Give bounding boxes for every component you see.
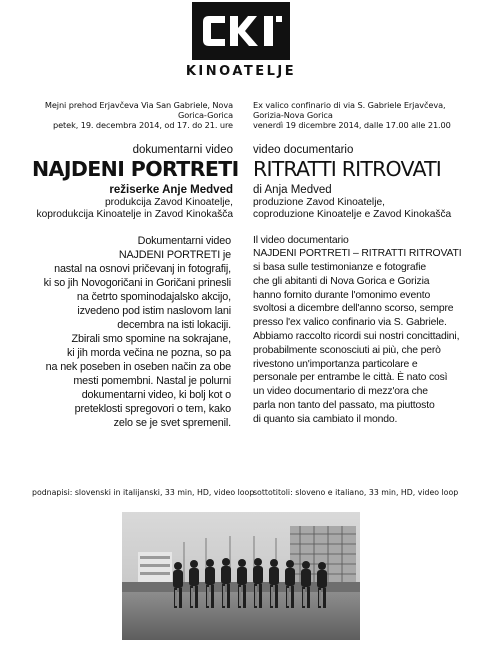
description-line: na četrto spominodajalsko akcijo, <box>76 290 231 303</box>
description-line: rivestono un'importanza particolare e <box>253 358 418 370</box>
description-line: svoltosi a dicembre dell'anno scorso, sempre <box>253 303 454 315</box>
film-kind: dokumentarni video <box>132 144 233 156</box>
description-line: di quanto sia cambiato il mondo. <box>253 413 398 425</box>
slovenian-column <box>32 100 239 430</box>
venue-line: Mejni prehod Erjavčeva Via San Gabriele, Nova Gorica-Gorica <box>44 100 233 120</box>
archive-photo <box>122 512 360 640</box>
description-line: probabilmente sconosciuti ai più, che però <box>253 344 441 356</box>
description-line: Zbirali smo spomine na sokrajane, <box>71 332 231 345</box>
brand-name: KINOATELJE <box>185 64 297 79</box>
coproduction: coproduzione Kinoatelje e Zavod Kinokašča <box>253 209 452 220</box>
film-title: NAJDENI PORTRETI <box>32 157 239 181</box>
description-line: si basa sulle testimonianze e fotografie <box>253 262 427 274</box>
venue-line: Ex valico confinario di via S. Gabriele Erjavčeva, Gorizia-Nova Gorica <box>253 100 446 120</box>
subtitles-note: sottotitoli: sloveno e italiano, 33 min, HD, video loop <box>253 488 459 497</box>
subtitles-note: podnapisi: slovenski in italijanski, 33 min, HD, video loop <box>32 488 255 497</box>
film-title: RITRATTI RITROVATI <box>253 157 442 181</box>
description-line: hanno fornito durante l'omonimo evento <box>253 289 431 301</box>
description <box>253 234 463 427</box>
director: režiserke Anje Medved <box>109 184 233 196</box>
description-line: Abbiamo raccolto ricordi sui nostri concittadini, <box>253 331 460 343</box>
description-line: ki so jih Novogoričani in Goričani prinesli <box>43 276 231 289</box>
description-line: che gli abitanti di Nova Gorica e Gorizia <box>253 275 430 287</box>
description-line: nastal na osnovi pričevanj in fotografij, <box>54 262 231 275</box>
description-line: presso l'ex valico confinario via S. Gabriele. <box>253 317 447 329</box>
description-line: NAJDENI PORTRETI – RITRATTI RITROVATI <box>253 248 462 260</box>
production: produkcija Zavod Kinoatelje, <box>105 196 233 208</box>
description-line: na nek poseben in oseben način za obe <box>45 360 231 373</box>
director: di Anja Medved <box>253 184 332 196</box>
description-line: dokumentarni video, ki bolj kot o <box>81 388 231 401</box>
description-line: parla non tanto del passato, ma piuttosto <box>253 400 435 412</box>
description-line: zelo se je svet spremenil. <box>113 416 231 429</box>
credits <box>253 184 463 222</box>
description-line: decembra na isti lokaciji. <box>117 318 231 331</box>
kinoatelje-logo <box>192 2 290 60</box>
description-line: mesti pomembni. Nastal je polurni <box>73 374 231 387</box>
description-line: izvedeno pod istim naslovom lani <box>77 304 231 317</box>
description-line: personale per entrambe le città. È nato così <box>253 372 448 384</box>
credits <box>32 184 233 222</box>
film-kind: video documentario <box>253 144 354 156</box>
italian-column <box>253 100 463 427</box>
description <box>32 234 233 430</box>
description-line: un video documentario di mezz'ora che <box>253 386 428 398</box>
description-line: preteklosti spregovori o tem, kako <box>74 402 231 415</box>
description-line: Il video documentario <box>253 234 349 246</box>
description-line: NAJDENI PORTRETI je <box>118 248 231 261</box>
date-line: petek, 19. decembra 2014, od 17. do 21. ure <box>52 120 233 130</box>
description-line: ki jih morda večina ne pozna, so pa <box>67 346 231 359</box>
date-line: venerdì 19 dicembre 2014, dalle 17.00 alle 21.00 <box>253 120 451 130</box>
production: produzione Zavod Kinoatelje, <box>253 196 385 208</box>
coproduction: koprodukcija Kinoatelje in Zavod Kinokašča <box>36 209 233 220</box>
description-line: Dokumentarni video <box>137 234 231 247</box>
